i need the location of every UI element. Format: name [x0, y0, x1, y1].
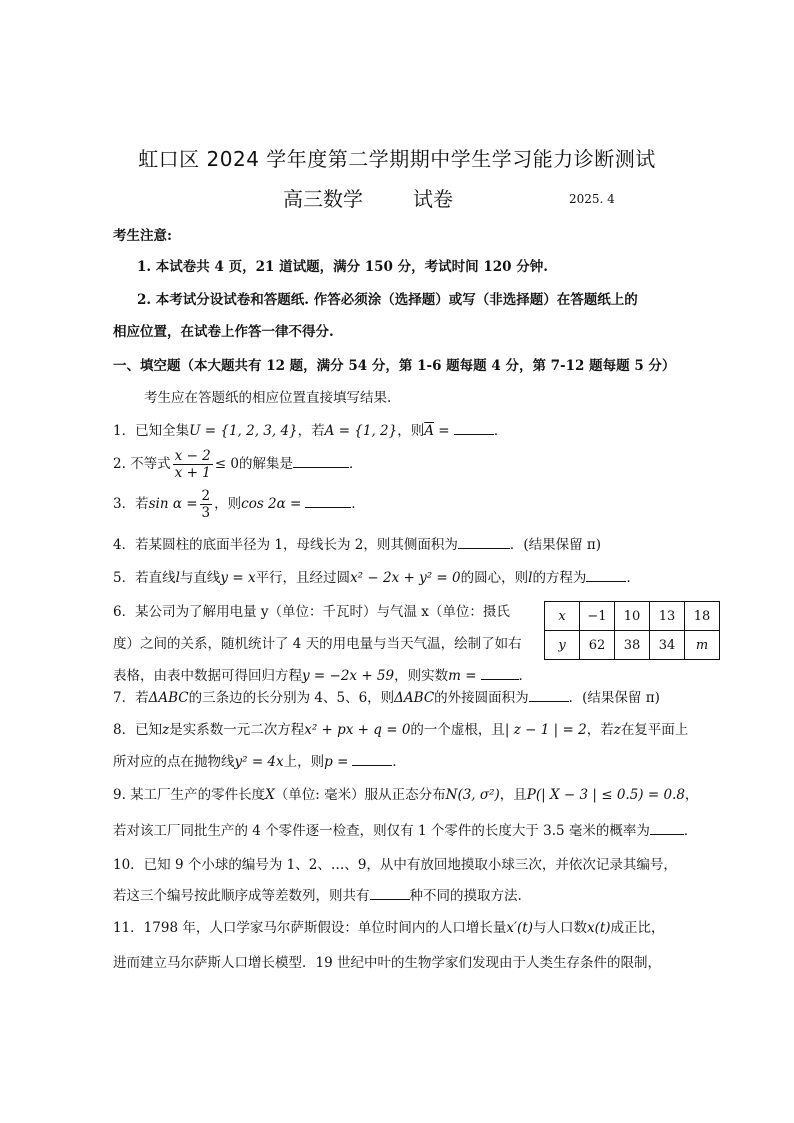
question-11-line-2: 进而建立马尔萨斯人口增长模型．19 世纪中叶的生物学家们发现由于人类生存条件的限制，	[113, 955, 661, 971]
exam-paper-label: 试卷	[413, 187, 453, 211]
exam-title: 虹口区 2024 学年度第二学期期中学生学习能力诊断测试	[138, 147, 656, 171]
q2-fraction	[173, 448, 213, 481]
notice-item-1: 1. 本试卷共 4 页，21 道试题，满分 150 分，考试时间 120 分钟.	[137, 259, 548, 275]
answer-blank	[370, 886, 410, 900]
q8-equation: x² + px + q = 0	[304, 722, 411, 738]
answer-blank	[352, 752, 392, 766]
table-cell: −1	[580, 602, 615, 631]
q8-text-4: ，若	[586, 722, 614, 738]
question-9-line-2	[113, 819, 697, 839]
q4-end: ．(结果保留 π)	[509, 537, 602, 553]
question-7	[113, 686, 660, 706]
table-cell: x	[545, 602, 580, 631]
answer-blank	[529, 688, 569, 702]
q5-end: ．	[626, 570, 640, 586]
q2-ineq: ≤ 0	[214, 456, 239, 472]
table-cell: 62	[580, 631, 615, 660]
answer-blank	[481, 666, 519, 680]
answer-blank	[458, 535, 510, 549]
table-row	[545, 631, 720, 660]
q2-end: ．	[348, 456, 363, 472]
q11-derivative: x′(t)	[506, 920, 533, 936]
q7-text-3: 的外接圆面积为	[434, 690, 529, 706]
answer-blank	[454, 421, 494, 435]
q5-circle-eq: x² − 2x + y² = 0	[350, 570, 461, 586]
q8-end: ．	[392, 754, 406, 770]
q7-triangle-2: ΔABC	[394, 690, 435, 706]
q1-math-u: U = {1, 2, 3, 4}	[189, 423, 298, 439]
q9-normal: N(3, σ²)	[445, 787, 500, 803]
table-cell: 34	[650, 631, 685, 660]
q2-text-2: 的解集是	[238, 456, 293, 472]
question-10-line-1: 10．已知 9 个小球的编号为 1、2、…、9，从中有放回地摸取小球三次，并依次记录其编号，	[113, 857, 677, 873]
q1-text-3: ，则	[397, 423, 425, 439]
q8-text: 8．已知	[113, 722, 163, 738]
q8-text-3: 的一个虚根，且	[410, 722, 505, 738]
question-4	[113, 533, 601, 553]
q5-text-5: 的方程为	[532, 570, 587, 586]
q6-data-table	[544, 601, 720, 660]
q2-text: 2. 不等式	[113, 456, 171, 472]
q3-fraction	[200, 488, 213, 521]
q1-eq: =	[434, 423, 454, 439]
section-instruction: 考生应在答题纸的相应位置直接填写结果.	[144, 390, 392, 406]
q1-complement: $\overline{A}$	[424, 423, 434, 439]
notice-heading: 考生注意:	[113, 228, 172, 244]
q3-denominator: 3	[201, 505, 211, 521]
notice-item-2: 2. 本考试分设试卷和答题纸. 作答必须涂（选择题）或写（非选择题）在答题纸上的	[137, 292, 638, 308]
question-2	[113, 448, 362, 481]
q8-text-5: 在复平面上	[620, 722, 689, 738]
q5-text-4: 的圆心，则	[460, 570, 529, 586]
q1-math-a: A = {1, 2}	[324, 423, 398, 439]
q5-l: l	[175, 570, 180, 586]
question-9-line-1	[113, 783, 698, 803]
q5-text-3: 平行，且经过圆	[255, 570, 351, 586]
table-cell: 38	[615, 631, 650, 660]
question-6-line-2: 度）之间的关系，随机统计了 4 天的用电量与当天气温，绘制了如右	[113, 636, 522, 652]
q3-sin: sin α =	[148, 496, 198, 512]
question-11-line-1	[113, 916, 665, 936]
q7-text-2: 的三条边的长分别为 4、5、6，则	[188, 690, 395, 706]
q5-line-eq: y = x	[220, 570, 256, 586]
q9-text-4: ，	[684, 787, 699, 803]
question-8-line-2	[113, 750, 406, 770]
q11-text: 11．1798 年，人口学家马尔萨斯假设：单位时间内的人口增长量	[113, 920, 507, 936]
q11-text-2: 与人口数	[532, 920, 587, 936]
exam-date: 2025. 4	[569, 192, 615, 206]
q9-text-3: ，且	[499, 787, 527, 803]
q10-text-2: 种不同的摸取方法.	[409, 888, 522, 904]
q7-text: 7．若	[113, 690, 149, 706]
table-cell: m	[685, 631, 720, 660]
q8-z-2: z	[613, 722, 621, 738]
question-8-line-1	[113, 718, 688, 738]
q2-numerator: x − 2	[174, 448, 211, 464]
q3-text-2: ，则	[214, 496, 242, 512]
q1-text-2: ，若	[297, 423, 325, 439]
question-6-line-3	[113, 664, 532, 684]
table-row	[545, 602, 720, 631]
q4-text: 4．若某圆柱的底面半径为 1，母线长为 2，则其侧面积为	[113, 537, 458, 553]
q3-text: 3．若	[113, 496, 149, 512]
q7-end: ．(结果保留 π)	[568, 690, 660, 706]
q8-parabola: y² = 4x	[234, 754, 284, 770]
table-cell: y	[545, 631, 580, 660]
q9-text: 9. 某工厂生产的零件长度	[113, 787, 266, 803]
q3-cos: cos 2α =	[241, 496, 302, 512]
q9-text-2: （单位: 毫米）服从正态分布	[274, 787, 446, 803]
q8-text-6: 所对应的点在抛物线	[113, 754, 235, 770]
q1-end: ．	[493, 423, 508, 439]
q8-modulus: | z − 1 | = 2	[504, 722, 587, 738]
q8-text-2: 是实系数一元二次方程	[169, 722, 305, 738]
q6-regression: y = −2x + 59	[302, 668, 395, 684]
answer-blank	[305, 494, 351, 508]
q8-text-7: 上，则	[283, 754, 325, 770]
question-3	[113, 488, 365, 521]
q10-text: 若这三个编号按此顺序成等差数列，则共有	[113, 888, 370, 904]
q3-end: ．	[351, 496, 365, 512]
q5-text: 5．若直线	[113, 570, 176, 586]
question-5	[113, 566, 640, 586]
answer-blank	[293, 454, 349, 468]
q6-m: m =	[448, 668, 477, 684]
q9-end: ．	[683, 823, 698, 839]
answer-blank	[650, 821, 684, 835]
table-cell: 18	[685, 602, 720, 631]
q5-l-2: l	[528, 570, 533, 586]
q9-prob: P(| X − 3 | ≤ 0.5) = 0.8	[526, 787, 685, 803]
q8-p: p =	[324, 754, 349, 770]
q2-denominator: x + 1	[174, 465, 211, 481]
section-heading: 一、填空题（本大题共有 12 题，满分 54 分，第 1-6 题每题 4 分，第 7-12 题每题 5 分）	[113, 358, 676, 374]
q3-numerator: 2	[201, 488, 211, 504]
q9-text-5: 若对该工厂同批生产的 4 个零件逐一检查，则仅有 1 个零件的长度大于 3.5 毫米的概率为	[113, 823, 650, 839]
question-6-line-1: 6．某公司为了解用电量 y（单位：千瓦时）与气温 x（单位：摄氏	[113, 604, 510, 620]
q11-text-3: 成正比，	[610, 920, 665, 936]
notice-item-2-cont: 相应位置，在试卷上作答一律不得分.	[113, 324, 334, 340]
answer-blank	[586, 568, 626, 582]
question-1	[113, 419, 507, 439]
table-cell: 10	[615, 602, 650, 631]
q11-xt: x(t)	[586, 920, 611, 936]
q9-x: X	[265, 787, 275, 803]
q8-z: z	[162, 722, 170, 738]
q6-text: 表格，由表中数据可得回归方程	[113, 668, 302, 684]
q6-text-2: ，则实数	[394, 668, 449, 684]
q5-text-2: 与直线	[179, 570, 221, 586]
q7-triangle: ΔABC	[148, 690, 189, 706]
q6-end: ．	[518, 668, 533, 684]
question-10-line-2	[113, 884, 522, 904]
q1-text: 1．已知全集	[113, 423, 190, 439]
exam-subject: 高三数学	[283, 187, 363, 211]
table-cell: 13	[650, 602, 685, 631]
